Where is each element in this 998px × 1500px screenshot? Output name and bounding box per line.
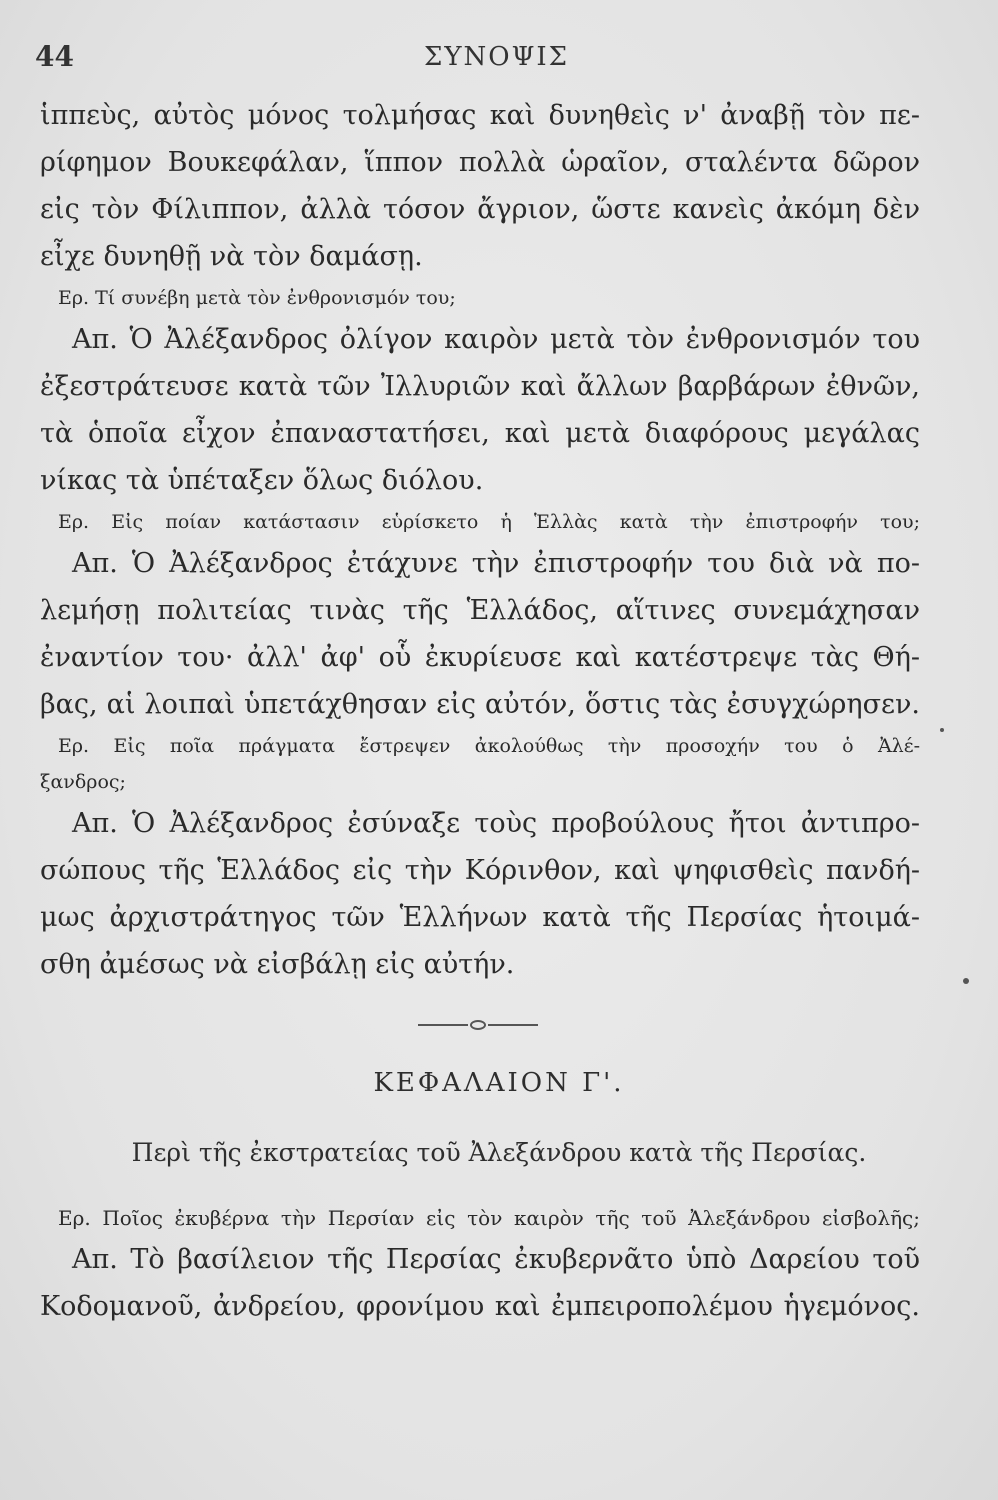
question-line: Ερ. Εἰς ποίαν κατάστασιν εὑρίσκετο ἡ Ἑλλὰς κατὰ τὴν ἐπιστροφήν του; [58, 511, 920, 533]
answer-line: Απ. Ὁ Ἀλέξανδρος ἐτάχυνε τὴν ἐπιστροφήν του διὰ νὰ πο- [72, 548, 920, 579]
page-header [35, 40, 958, 80]
answer-line: ρίφημον Βουκεφάλαν, ἵππον πολλὰ ὡραῖον, σταλέντα δῶρον [40, 147, 920, 178]
answer-line: βας, αἱ λοιπαὶ ὑπετάχθησαν εἰς αὐτόν, ὅστις τὰς ἐσυγχώρησεν. [40, 689, 920, 720]
answer-line: Απ. Ὁ Ἀλέξανδρος ὀλίγον καιρὸν μετὰ τὸν ἐνθρονισμόν του [72, 324, 920, 355]
answer-line: σώπους τῆς Ἑλλάδος εἰς τὴν Κόρινθον, καὶ ψηφισθεὶς πανδή- [40, 855, 920, 886]
running-title: ΣΥΝΟΨΙΣ [423, 42, 570, 72]
answer-line: ἱππεὺς, αὐτὸς μόνος τολμήσας καὶ δυνηθεὶς ν' ἀναβῇ τὸν πε- [40, 100, 920, 131]
answer-line: νίκας τὰ ὑπέταξεν ὅλως διόλου. [40, 465, 484, 496]
question-line: Ερ. Ποῖος ἐκυβέρνα τὴν Περσίαν εἰς τὸν καιρὸν τῆς τοῦ Ἀλεξάνδρου εἰσβολῆς; [58, 1206, 920, 1230]
question-line: ξανδρος; [40, 771, 126, 793]
question-line: Ερ. Τί συνέβη μετὰ τὸν ἐνθρονισμόν του; [58, 287, 456, 309]
answer-line: Απ. Τὸ βασίλειον τῆς Περσίας ἐκυβερνᾶτο ὑπὸ Δαρείου τοῦ [72, 1244, 920, 1275]
main-text [40, 92, 920, 988]
page-number: 44 [35, 40, 74, 73]
answer-line: Κοδομανοῦ, ἀνδρείου, φρονίμου καὶ ἐμπειροπολέμου ἡγεμόνος. [40, 1291, 920, 1322]
page-speck [963, 978, 969, 984]
answer-line: τὰ ὁποῖα εἶχον ἐπαναστατήσει, καὶ μετὰ διαφόρους μεγάλας [40, 418, 920, 449]
answer-line: σθη ἀμέσως νὰ εἰσβάλῃ εἰς αὐτήν. [40, 949, 515, 980]
answer-line: λεμήσῃ πολιτείας τινὰς τῆς Ἑλλάδος, αἵτινες συνεμάχησαν [40, 595, 920, 626]
chapter-title: ΚΕΦΑΛΑΙΟΝ Γ'. [373, 1068, 625, 1098]
answer-line: Απ. Ὁ Ἀλέξανδρος ἐσύναξε τοὺς προβούλους ἤτοι ἀντιπρο- [72, 808, 920, 839]
ornament-separator [418, 1020, 538, 1030]
question-line: Ερ. Εἰς ποῖα πράγματα ἔστρεψεν ἀκολούθως τὴν προσοχήν του ὁ Ἀλέ- [58, 735, 920, 757]
chapter-subtitle: Περὶ τῆς ἐκστρατείας τοῦ Ἀλεξάνδρου κατὰ τῆς Περσίας. [131, 1138, 867, 1167]
answer-line: ἐξεστράτευσε κατὰ τῶν Ἰλλυριῶν καὶ ἄλλων βαρβάρων ἐθνῶν, [40, 371, 920, 402]
answer-line: εἶχε δυνηθῇ νὰ τὸν δαμάσῃ. [40, 241, 423, 272]
answer-line: εἰς τὸν Φίλιππον, ἀλλὰ τόσον ἄγριον, ὥστε κανεὶς ἀκόμη δὲν [40, 194, 920, 225]
answer-line: μως ἀρχιστράτηγος τῶν Ἑλλήνων κατὰ τῆς Περσίας ἡτοιμά- [40, 902, 920, 933]
chapter-text [40, 1200, 920, 1330]
answer-line: ἐναντίον του· ἀλλ' ἀφ' οὗ ἐκυρίευσε καὶ κατέστρεψε τὰς Θή- [40, 642, 920, 673]
page-speck [940, 728, 944, 732]
